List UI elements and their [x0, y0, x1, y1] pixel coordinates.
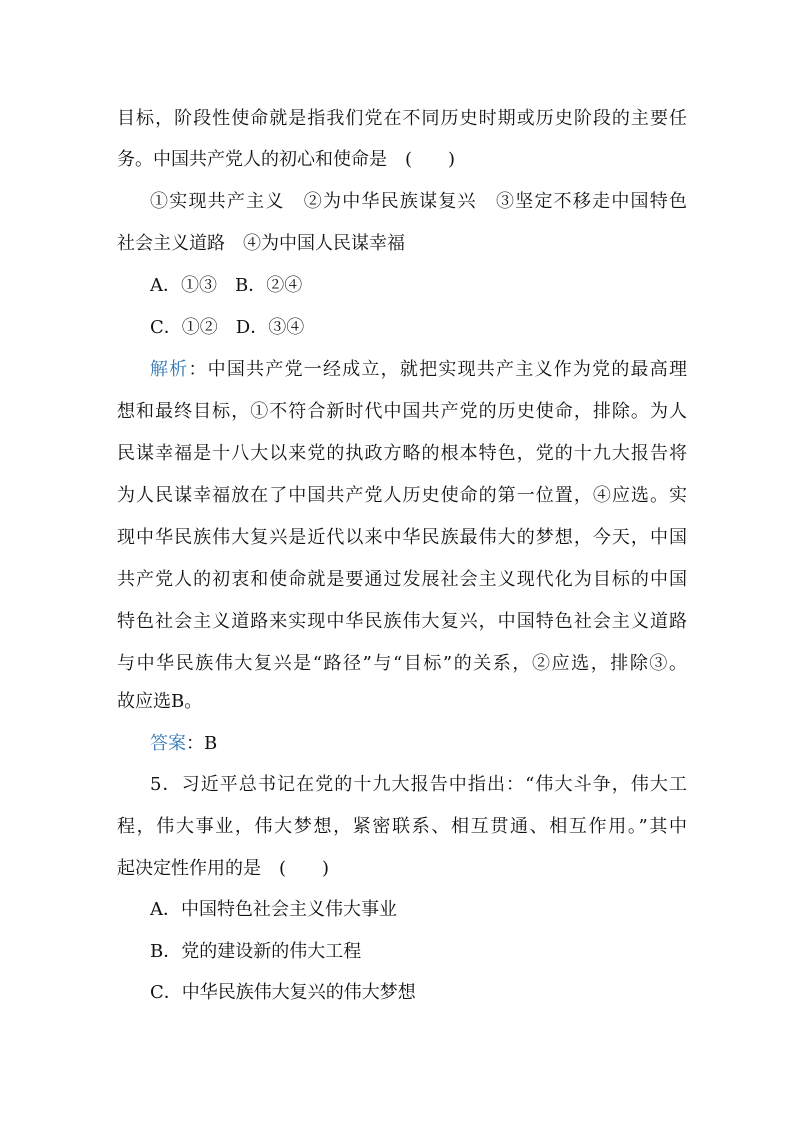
analysis-line-4: 为人民谋幸福放在了中国共产党人历史使命的第一位置，④应选。实: [117, 485, 687, 506]
analysis-line-2: 想和最终目标，①不符合新时代中国共产党的历史使命，排除。为人: [117, 401, 687, 422]
q5-stem-line-3: 起决定性作用的是 ( ): [117, 858, 330, 879]
q4-items-line-1: ①实现共产主义 ②为中华民族谋复兴 ③坚定不移走中国特色: [150, 191, 687, 212]
q4-stem-line-1: 目标，阶段性使命就是指我们党在不同历史时期或历史阶段的主要任: [117, 108, 687, 129]
q4-options-c-d: C．①② D．③④: [150, 317, 305, 338]
analysis-line-9: 故应选B。: [117, 691, 203, 712]
q5-option-b: B．党的建设新的伟大工程: [150, 941, 362, 962]
q4-stem-line-2: 务。中国共产党人的初心和使命是 ( ): [117, 149, 456, 170]
q5-option-c: C．中华民族伟大复兴的伟大梦想: [150, 982, 416, 1003]
q4-options-a-b: A．①③ B．②④: [150, 275, 303, 296]
analysis-line-6: 共产党人的初衷和使命就是要通过发展社会主义现代化为目标的中国: [117, 569, 687, 590]
analysis-label: 解析: [150, 359, 189, 380]
analysis-line-3: 民谋幸福是十八大以来党的执政方略的根本特色，党的十九大报告将: [117, 443, 687, 464]
q5-stem-line-2: 程，伟大事业，伟大梦想，紧密联系、相互贯通、相互作用。”其中: [117, 816, 687, 837]
answer-label: 答案: [150, 733, 186, 754]
analysis-text-1: ：中国共产党一经成立，就把实现共产主义作为党的最高理: [188, 359, 687, 380]
answer-value: ：B: [186, 733, 218, 754]
analysis-line-8: 与中华民族伟大复兴是“路径”与“目标”的关系，②应选，排除③。: [117, 653, 687, 674]
q5-stem-line-1: 5．习近平总书记在党的十九大报告中指出：“伟大斗争，伟大工: [150, 774, 687, 795]
analysis-line-5: 现中华民族伟大复兴是近代以来中华民族最伟大的梦想，今天，中国: [117, 527, 687, 548]
analysis-line-1: [150, 357, 687, 383]
q4-items-line-2: 社会主义道路 ④为中国人民谋幸福: [117, 233, 405, 254]
answer-line: [150, 731, 687, 757]
analysis-line-7: 特色社会主义道路来实现中华民族伟大复兴，中国特色社会主义道路: [117, 611, 687, 632]
q5-option-a: A．中国特色社会主义伟大事业: [150, 899, 397, 920]
